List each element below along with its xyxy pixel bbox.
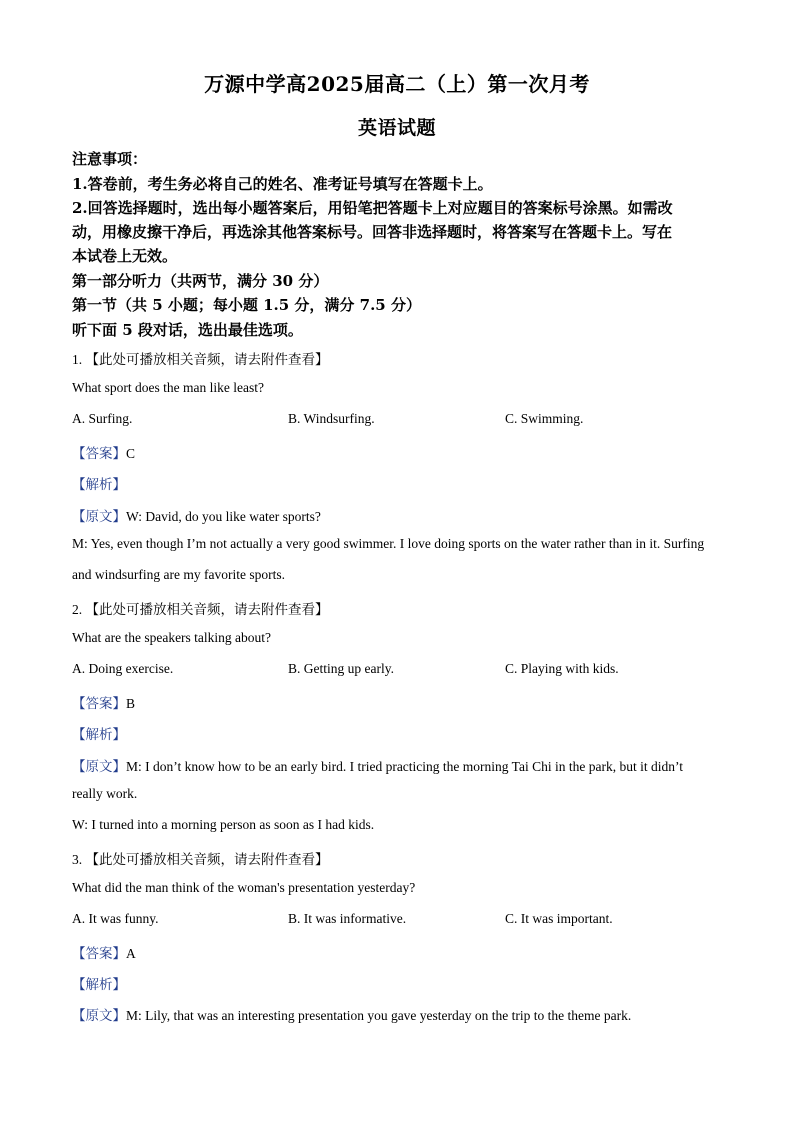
- question-3-option-c: C. It was important.: [505, 911, 613, 926]
- audio-note[interactable]: 【此处可播放相关音频，请去附件查看】: [85, 852, 329, 868]
- question-number: 2.: [72, 602, 83, 617]
- notice-item-2-line-2: 动，用橡皮擦干净后，再选涂其他答案标号。回答非选择题时，将答案写在答题卡上。写在: [72, 223, 673, 241]
- question-3-original-line-1: [72, 1004, 631, 1024]
- answer-tag: 【答案】: [72, 696, 126, 712]
- answer-tag: 【答案】: [72, 946, 126, 962]
- question-2-header: [72, 598, 329, 618]
- question-2-analysis: [72, 723, 126, 743]
- original-tag: 【原文】: [72, 1008, 126, 1024]
- question-1-answer: [72, 442, 135, 462]
- question-3-analysis: [72, 973, 126, 993]
- question-2-original-line-2: really work.: [72, 786, 138, 801]
- question-2-option-a: A. Doing exercise.: [72, 661, 174, 676]
- question-1-original-line-1: [72, 505, 321, 525]
- answer-tag: 【答案】: [72, 446, 126, 462]
- question-1-original-line-2: M: Yes, even though I’m not actually a very good swimmer. I love doing sports on the water rather than in it. Surfing: [72, 536, 705, 551]
- audio-note[interactable]: 【此处可播放相关音频，请去附件查看】: [85, 352, 329, 368]
- analysis-tag: 【解析】: [72, 477, 126, 493]
- question-2-original-line-3: W: I turned into a morning person as soon as I had kids.: [72, 817, 375, 832]
- question-2-text: What are the speakers talking about?: [72, 630, 272, 645]
- question-3-option-a: A. It was funny.: [72, 911, 159, 926]
- question-1-analysis: [72, 473, 126, 493]
- question-1-original-line-3: and windsurfing are my favorite sports.: [72, 567, 285, 582]
- question-3-answer: [72, 942, 136, 962]
- question-1-option-b: B. Windsurfing.: [288, 411, 375, 426]
- notice-item-2-line-1: 2.回答选择题时，选出每小题答案后，用铅笔把答题卡上对应题目的答案标号涂黑。如需改: [72, 199, 673, 217]
- question-2-option-c: C. Playing with kids.: [505, 661, 619, 676]
- analysis-tag: 【解析】: [72, 977, 126, 993]
- analysis-tag: 【解析】: [72, 727, 126, 743]
- original-text: M: I don’t know how to be an early bird. I tried practicing the morning Tai Chi in the park, but it didn’t: [126, 759, 683, 774]
- question-3-header: [72, 848, 329, 868]
- question-3-option-b: B. It was informative.: [288, 911, 407, 926]
- question-2-original-line-1: [72, 755, 683, 775]
- question-1-option-c: C. Swimming.: [505, 411, 584, 426]
- answer-value: A: [126, 946, 136, 961]
- original-tag: 【原文】: [72, 509, 126, 525]
- original-tag: 【原文】: [72, 759, 126, 775]
- instruction-line: 听下面 5 段对话，选出最佳选项。: [72, 321, 303, 339]
- question-number: 3.: [72, 852, 83, 867]
- answer-value: C: [126, 446, 136, 461]
- question-1-text: What sport does the man like least?: [72, 380, 264, 395]
- original-text: W: David, do you like water sports?: [126, 509, 321, 524]
- question-1-option-a: A. Surfing.: [72, 411, 133, 426]
- notice-item-1: 1.答卷前，考生务必将自己的姓名、准考证号填写在答题卡上。: [72, 175, 493, 193]
- question-3-text: What did the man think of the woman's presentation yesterday?: [72, 880, 416, 895]
- original-text: M: Lily, that was an interesting presentation you gave yesterday on the trip to the theme park.: [126, 1008, 632, 1023]
- question-2-answer: [72, 692, 135, 712]
- exam-title: 万源中学高2025届高二（上）第一次月考: [204, 72, 590, 96]
- answer-value: B: [126, 696, 136, 711]
- question-1-header: [72, 348, 329, 368]
- audio-note[interactable]: 【此处可播放相关音频，请去附件查看】: [85, 602, 329, 618]
- exam-subtitle: 英语试题: [357, 117, 436, 139]
- part-heading: 第一部分听力（共两节，满分 30 分）: [72, 272, 329, 290]
- question-number: 1.: [72, 352, 83, 367]
- notice-heading: 注意事项：: [72, 150, 148, 168]
- question-2-option-b: B. Getting up early.: [288, 661, 394, 676]
- section-heading: 第一节（共 5 小题；每小题 1.5 分，满分 7.5 分）: [72, 296, 421, 314]
- notice-item-2-line-3: 本试卷上无效。: [72, 247, 178, 265]
